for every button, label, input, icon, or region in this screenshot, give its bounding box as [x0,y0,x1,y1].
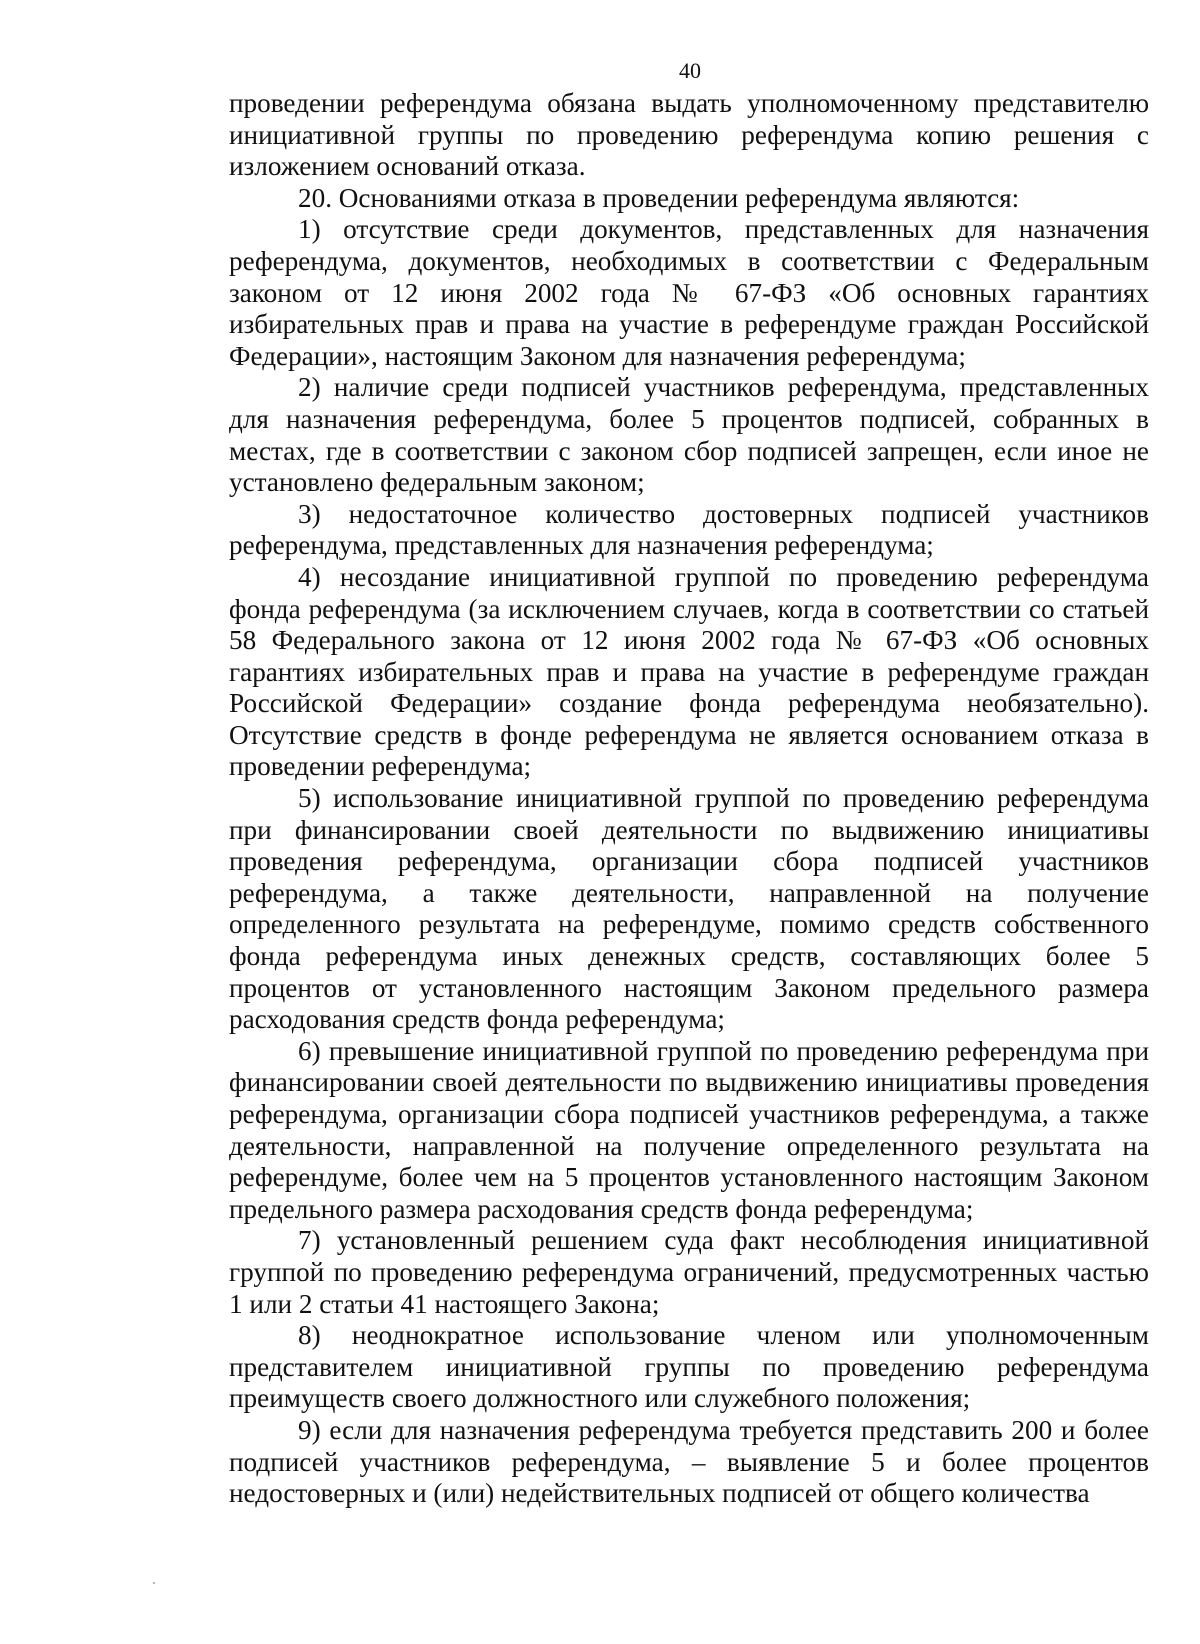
paragraph-3: 3) недостаточное количество достоверных подписей участников референдума, представленных для назначения референдума; [229,498,1149,561]
paragraph-20: 20. Основаниями отказа в проведении референдума являются: [298,182,1020,213]
paragraph-5: 5) использование инициативной группой по проведению референдума при финансировании своей деятельности по выдвижению инициативы проведения референдума, организации сбора подписей участников референдума, а также деятельности, направленной на получение определенного результата на референдуме, помимо средств собственного фонда референдума иных денежных средств, составляющих более 5 процентов от установленного настоящим Законом предельного размера расходования средств фонда референдума; [229,783,1149,1035]
paragraph-8: 8) неоднократное использование членом или уполномоченным представителем инициативной группы по проведению референдума преимуществ своего должностного или служебного положения; [229,1320,1149,1414]
paragraph-continuation: проведении референдума обязана выдать уполномоченному представителю инициативной группы по проведению референдума копию решения с изложением оснований отказа. [229,88,1149,182]
paragraph-9: 9) если для назначения референдума требуется представить 200 и более подписей участников референдума, – выявление 5 и более процентов недостоверных и (или) недействительных подписей от общего количества [229,1414,1149,1509]
paragraph-7: 7) установленный решением суда факт несоблюдения инициативной группой по проведению референдума ограничений, предусмотренных частью 1 или 2 статьи 41 настоящего Закона; [229,1225,1149,1319]
page-number: 40 [679,58,701,83]
document-body [229,88,1149,1510]
paragraph-1: 1) отсутствие среди документов, представленных для назначения референдума, документов, необходимых в соответствии с Федеральным законом от 12 июня 2002 года № 67-ФЗ «Об основных гарантиях избирательных прав и права на участие в референдуме граждан Российской Федерации», настоящим Законом для назначения референдума; [229,214,1149,371]
scan-artifact-dot [153,1582,155,1584]
paragraph-6: 6) превышение инициативной группой по проведению референдума при финансировании своей деятельности по выдвижению инициативы проведения референдума, организации сбора подписей участников референдума, а также деятельности, направленной на получение определенного результата на референдуме, более чем на 5 процентов установленного настоящим Законом предельного размера расходования средств фонда референдума; [229,1035,1149,1224]
paragraph-4: 4) несоздание инициативной группой по проведению референдума фонда референдума (за исключением случаев, когда в соответствии со статьей 58 Федерального закона от 12 июня 2002 года № 67-ФЗ «Об основных гарантиях избирательных прав и права на участие в референдуме граждан Российской Федерации» создание фонда референдума необязательно). Отсутствие средств в фонде референдума не является основанием отказа в проведении референдума; [229,561,1149,782]
paragraph-2: 2) наличие среди подписей участников референдума, представленных для назначения референдума, более 5 процентов подписей, собранных в местах, где в соответствии с законом сбор подписей запрещен, если иное не установлено федеральным законом; [229,372,1149,498]
